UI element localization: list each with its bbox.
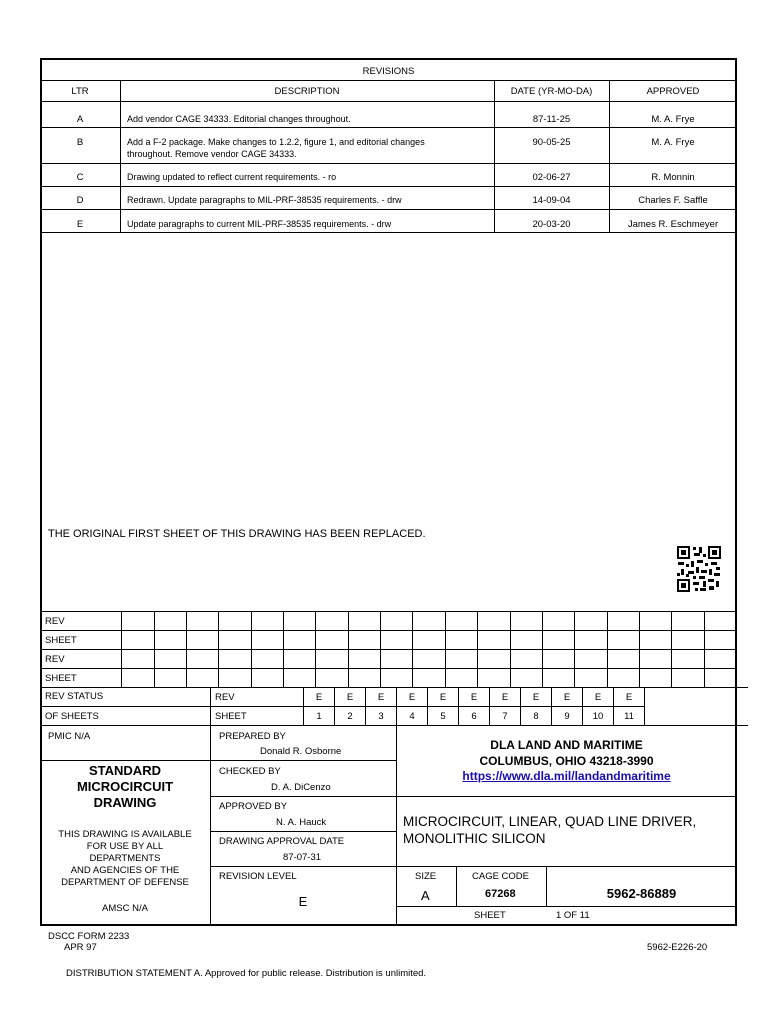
revision-date: 87-11-25 — [532, 114, 571, 125]
divider — [396, 906, 737, 907]
org-website-link[interactable]: https://www.dla.mil/landandmaritime — [462, 769, 671, 783]
approved-by-name: N. A. Hauck — [276, 817, 327, 828]
sheet-number: 9 — [552, 707, 583, 726]
availability-text: FOR USE BY ALL — [86, 841, 164, 852]
revision-ltr: A — [76, 114, 84, 125]
pmic-label: PMIC N/A — [48, 731, 91, 742]
size-label: SIZE — [415, 871, 437, 882]
revision-description: Redrawn. Update paragraphs to MIL-PRF-38535 requirements. - drw — [127, 195, 402, 205]
size-value: A — [421, 888, 430, 903]
revision-approver: James R. Eschmeyer — [627, 219, 719, 230]
sheet-number: 10 — [583, 707, 614, 726]
col-header-description: DESCRIPTION — [274, 86, 340, 97]
approval-date-value: 87-07-31 — [283, 852, 322, 863]
rev-value: E — [366, 688, 397, 707]
revision-date: 14-09-04 — [532, 195, 571, 206]
form-number: DSCC FORM 2233 — [48, 931, 130, 942]
amsc-label: AMSC N/A — [102, 903, 148, 914]
divider — [40, 127, 737, 128]
divider — [40, 725, 737, 726]
sheet-number: 6 — [459, 707, 490, 726]
checked-by-name: D. A. DiCenzo — [271, 782, 331, 793]
rev-sheet-grid — [40, 611, 737, 688]
divider — [40, 80, 737, 81]
availability-text: THIS DRAWING IS AVAILABLE — [58, 829, 192, 840]
rev-value: E — [490, 688, 521, 707]
sheet-number: 3 — [366, 707, 397, 726]
drawing-number: 5962-86889 — [606, 886, 677, 901]
sheet-number: 11 — [614, 707, 645, 726]
divider — [210, 760, 396, 761]
grid-row-label: REV — [41, 612, 122, 631]
rev-value: E — [583, 688, 614, 707]
rev-status-grid — [40, 687, 748, 726]
standard-drawing-title: STANDARD — [89, 763, 161, 778]
divider — [40, 163, 737, 164]
prepared-by-label: PREPARED BY — [219, 731, 286, 742]
revision-description: throughout. Remove vendor CAGE 34333. — [127, 149, 297, 159]
rev-value: E — [397, 688, 428, 707]
replacement-notice: THE ORIGINAL FIRST SHEET OF THIS DRAWING HAS BEEN REPLACED. — [48, 528, 426, 540]
revision-description: Add vendor CAGE 34333. Editorial changes throughout. — [127, 114, 351, 124]
revision-date: 20-03-20 — [532, 219, 571, 230]
revision-ltr: C — [76, 172, 84, 183]
rev-value: E — [521, 688, 552, 707]
rev-value: E — [552, 688, 583, 707]
revision-ltr: E — [76, 219, 84, 230]
rev-status-label: REV STATUS — [41, 688, 211, 707]
revision-description: Update paragraphs to current MIL-PRF-38535 requirements. - drw — [127, 219, 392, 229]
divider — [210, 866, 396, 867]
cage-code-label: CAGE CODE — [472, 871, 530, 882]
sheet-number: 1 — [304, 707, 335, 726]
col-header-ltr: LTR — [71, 86, 89, 97]
availability-text: DEPARTMENTS — [89, 853, 161, 864]
divider — [396, 796, 737, 797]
divider — [40, 209, 737, 210]
divider — [40, 101, 737, 102]
revision-approver: R. Monnin — [651, 172, 695, 183]
revision-approver: M. A. Frye — [651, 137, 695, 148]
availability-text: AND AGENCIES OF THE — [70, 865, 180, 876]
col-header-approved: APPROVED — [646, 86, 700, 97]
divider — [210, 831, 396, 832]
revision-ltr: B — [76, 137, 84, 148]
approved-by-label: APPROVED BY — [219, 801, 288, 812]
of-sheets-label: OF SHEETS — [41, 707, 211, 726]
rev-value: E — [459, 688, 490, 707]
standard-drawing-title: DRAWING — [93, 795, 157, 810]
distribution-statement: DISTRIBUTION STATEMENT A. Approved for public release. Distribution is unlimited. — [66, 968, 427, 979]
revision-approver: Charles F. Saffle — [638, 195, 708, 206]
rev-value: E — [335, 688, 366, 707]
sheet-label: SHEET — [474, 910, 506, 921]
sheet-count: 1 OF 11 — [556, 910, 590, 921]
sheet-number: 4 — [397, 707, 428, 726]
rev-value: E — [304, 688, 335, 707]
sheet-number: 2 — [335, 707, 366, 726]
device-title: MICROCIRCUIT, LINEAR, QUAD LINE DRIVER, — [403, 814, 697, 829]
device-title: MONOLITHIC SILICON — [403, 831, 546, 846]
divider — [210, 796, 396, 797]
grid-row-label: REV — [41, 650, 122, 669]
prepared-by-name: Donald R. Osborne — [260, 746, 342, 757]
org-name: DLA LAND AND MARITIME — [490, 738, 643, 752]
revision-ltr: D — [76, 195, 84, 206]
revision-level-value: E — [298, 894, 308, 909]
cage-code-value: 67268 — [485, 888, 516, 900]
revision-description: Drawing updated to reflect current requirements. - ro — [127, 172, 337, 182]
rev-value: E — [614, 688, 645, 707]
divider — [456, 866, 457, 906]
revision-date: 02-06-27 — [532, 172, 571, 183]
revision-description: Add a F-2 package. Make changes to 1.2.2, figure 1, and editorial changes — [127, 137, 425, 147]
form-date: APR 97 — [64, 942, 97, 953]
sheet-number: 5 — [428, 707, 459, 726]
divider — [40, 760, 210, 761]
grid-row-label: SHEET — [41, 669, 122, 688]
revisions-title: REVISIONS — [362, 66, 415, 77]
rev-value: E — [428, 688, 459, 707]
revision-approver: M. A. Frye — [651, 114, 695, 125]
availability-text: DEPARTMENT OF DEFENSE — [61, 877, 189, 888]
revision-level-label: REVISION LEVEL — [219, 871, 297, 882]
divider — [396, 866, 737, 867]
checked-by-label: CHECKED BY — [219, 766, 281, 777]
sheet-label: SHEET — [211, 707, 304, 726]
revision-date: 90-05-25 — [532, 137, 571, 148]
approval-date-label: DRAWING APPROVAL DATE — [219, 836, 345, 847]
rev-label: REV — [211, 688, 304, 707]
qr-code-icon — [676, 545, 722, 593]
form-code: 5962-E226-20 — [647, 942, 708, 953]
col-header-date: DATE (YR-MO-DA) — [510, 86, 593, 97]
divider — [40, 186, 737, 187]
divider — [40, 232, 737, 233]
sheet-number: 7 — [490, 707, 521, 726]
grid-row-label: SHEET — [41, 631, 122, 650]
standard-drawing-title: MICROCIRCUIT — [76, 779, 174, 794]
org-address: COLUMBUS, OHIO 43218-3990 — [479, 754, 654, 768]
sheet-number: 8 — [521, 707, 552, 726]
